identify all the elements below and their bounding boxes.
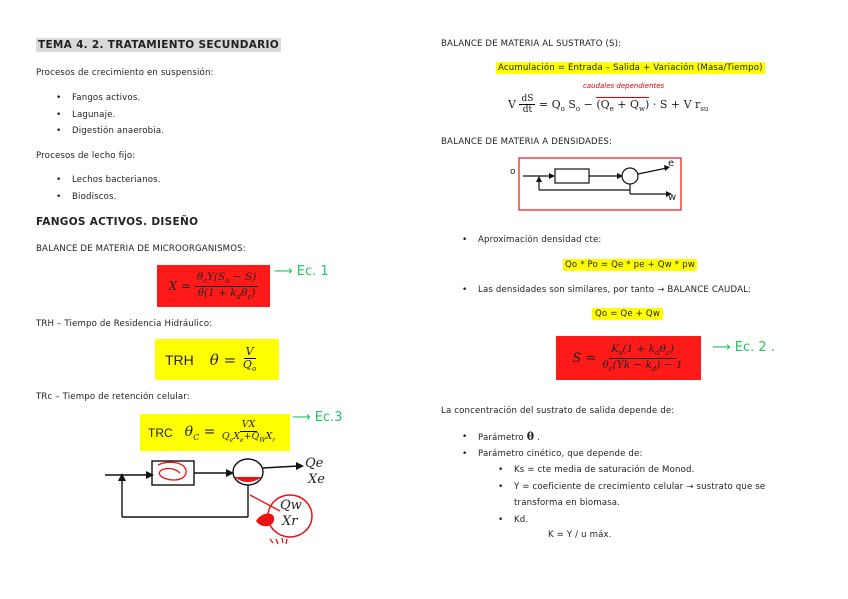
list-item: • Y = coeficiente de crecimiento celular → sustrato que se <box>514 479 765 496</box>
density-equation: Qo * Po = Qe * pe + Qw * pw <box>565 260 695 270</box>
trh-label: TRH <box>165 351 194 368</box>
equation-2-box: S = $\frac{K_s(1 + k_d\theta_c)}{\theta_c(Yk - k_d) - 1}$ <box>556 336 701 380</box>
arrow-icon: ⟶ <box>274 264 293 279</box>
list-item: • Parámetro θ . <box>478 429 643 446</box>
output-concentration-heading: La concentración del sustrato de salida depende de: <box>441 406 675 416</box>
similar-list <box>478 282 751 299</box>
ec2-label: Ec. 2 . <box>734 340 775 355</box>
design-title: FANGOS ACTIVOS. DISEÑO <box>36 216 199 228</box>
ec3-label: Ec.3 <box>314 410 343 425</box>
list-item: • Las densidades son similares, por tanto → BALANCE CAUDAL: <box>478 282 751 299</box>
suspension-heading: Procesos de crecimiento en suspensión: <box>36 68 214 78</box>
accumulation-equation: Acumulación = Entrada – Salida + Variación (Masa/Tiempo) <box>498 63 763 73</box>
diagram-o: o <box>510 167 516 177</box>
list-item: • Ks = cte media de saturación de Monod. <box>514 462 765 479</box>
list-item: • Lagunaje. <box>72 107 164 124</box>
list-item: • Aproximación densidad cte: <box>478 232 601 249</box>
sketch-qw: Qw <box>280 498 302 513</box>
list-item: • Fangos activos. <box>72 90 164 107</box>
sketch-qe: Qe <box>305 456 324 471</box>
list-item: • Biodiscos. <box>72 189 161 206</box>
parameters-list <box>478 429 643 462</box>
density-diagram <box>509 156 691 212</box>
fixed-list <box>72 172 161 205</box>
list-item: • Kd. <box>514 512 765 529</box>
substrate-balance-heading: BALANCE DE MATERIA AL SUSTRATO (S): <box>441 39 622 49</box>
trc-box: TRC $\theta_C$ = $\frac{VX}{Q_eX_e+Q_WX_r}$ <box>140 414 290 451</box>
approx-list <box>478 232 601 249</box>
substrate-differential-equation: V $\frac{dS}{dt}$ = $Q_o$ $S_o - (Q_e + Q_w) \cdot S + V$ $r_{su}$ <box>508 94 709 116</box>
arrow-icon: ⟶ <box>712 340 731 355</box>
flow-equation: Qo = Qe + Qw <box>592 308 663 320</box>
fixed-heading: Procesos de lecho fijo: <box>36 151 136 161</box>
list-item: • Lechos bacterianos. <box>72 172 161 189</box>
density-balance-heading: BALANCE DE MATERIA A DENSIDADES: <box>441 137 613 147</box>
micro-balance-heading: BALANCE DE MATERIA DE MICROORGANISMOS: <box>36 244 246 254</box>
suspension-list <box>72 90 164 140</box>
diagram-w: w <box>668 192 677 203</box>
trh-heading: TRH – Tiempo de Residencia Hidráulico: <box>36 319 213 329</box>
page-title: TEMA 4. 2. TRATAMIENTO SECUNDARIO <box>38 39 279 51</box>
k-equation: K = Y / u máx. <box>548 530 612 540</box>
equation-1-box: X = $\frac{\theta_cY(S_o - S)}{\theta(1 + k_d\theta_c)}$ <box>157 265 270 307</box>
caudales-note: caudales dependientes <box>583 82 665 90</box>
list-item: • Parámetro cinético, que depende de: <box>478 446 643 463</box>
kinetic-sublist <box>514 462 765 528</box>
trc-heading: TRc – Tiempo de retención celular: <box>36 392 190 402</box>
list-item: transforma en biomasa. <box>514 498 621 508</box>
sketch-xr: Xr <box>282 514 298 529</box>
list-item: • Digestión anaerobia. <box>72 123 164 140</box>
arrow-icon: ⟶ <box>292 410 311 425</box>
trh-box: TRH θ = $\frac{V}{Q_o}$ <box>155 339 279 380</box>
trc-label: TRC <box>148 425 173 440</box>
process-sketch <box>100 455 340 555</box>
sketch-xe: Xe <box>308 472 325 487</box>
ec1-label: Ec. 1 <box>296 264 329 279</box>
diagram-e: e <box>668 158 675 169</box>
